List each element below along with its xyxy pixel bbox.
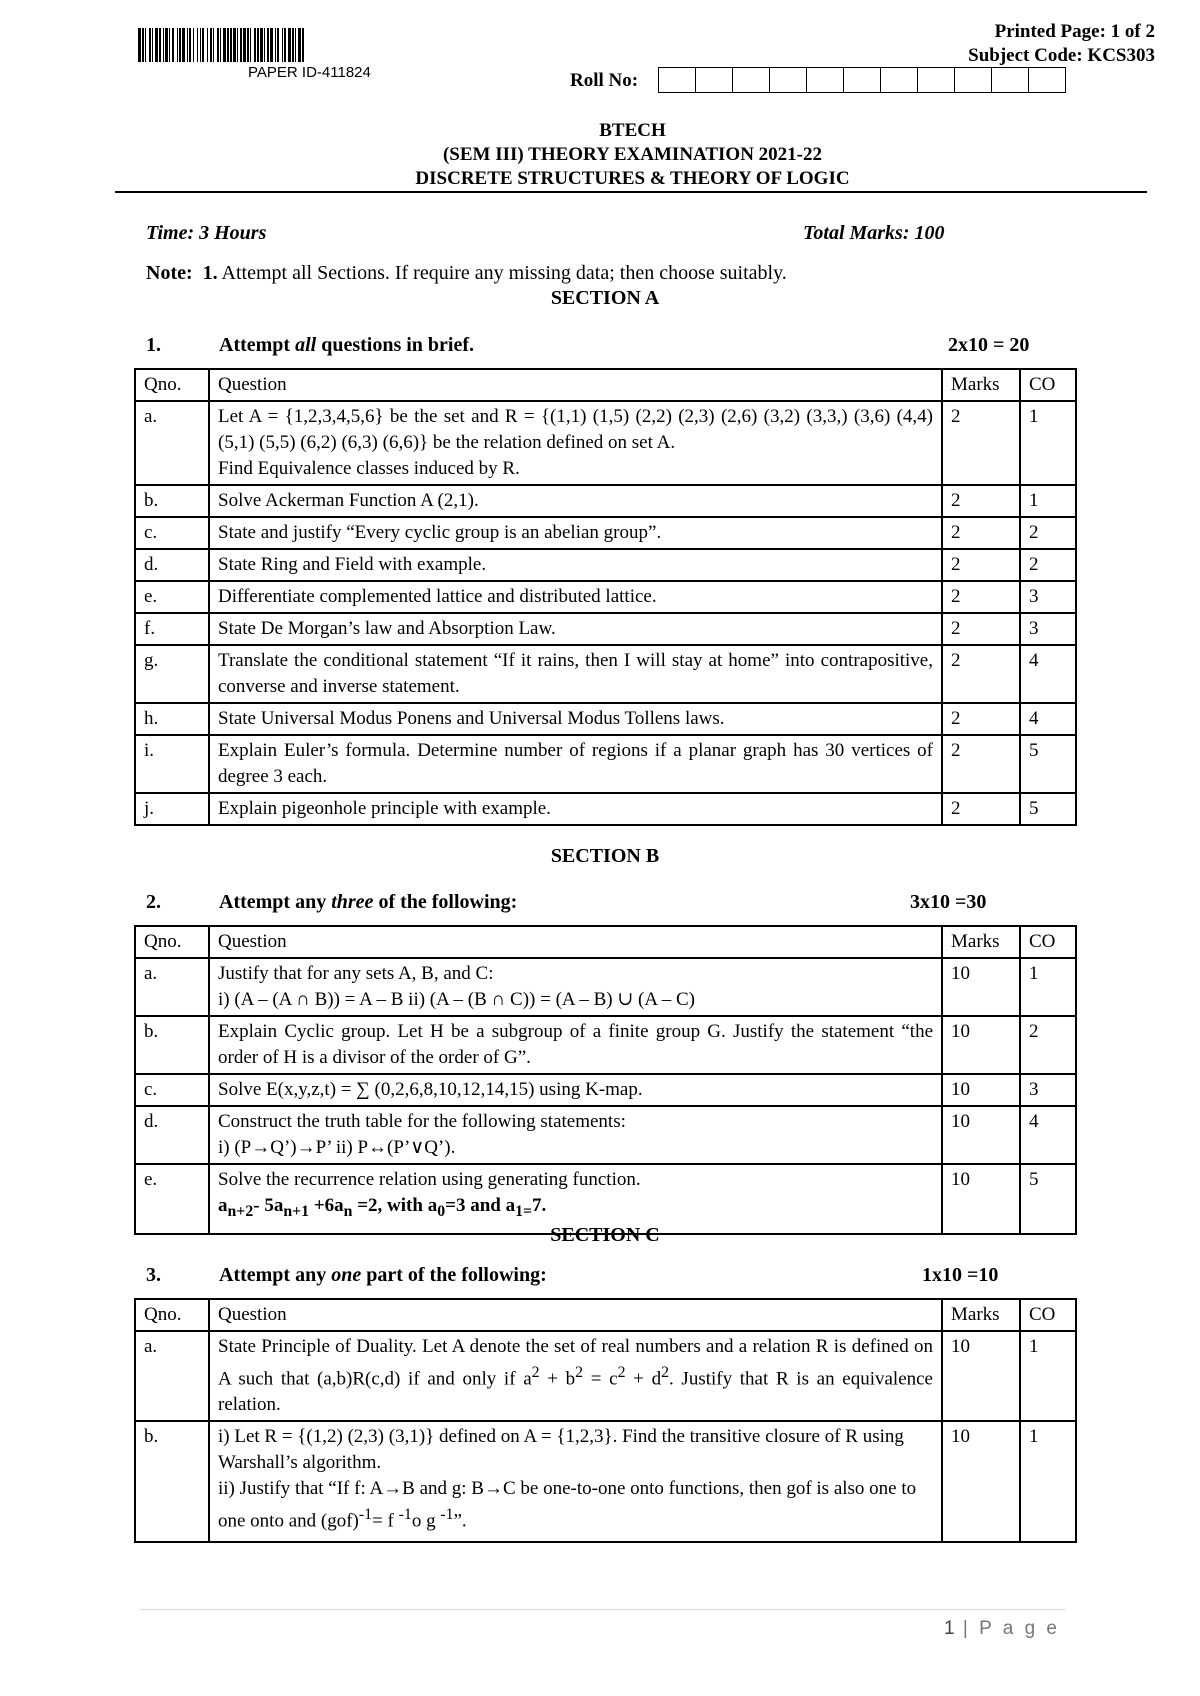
co-cell: 1 <box>1020 401 1076 485</box>
co-cell: 3 <box>1020 581 1076 613</box>
marks-cell: 2 <box>942 581 1020 613</box>
question-cell: Solve E(x,y,z,t) = ∑ (0,2,6,8,10,12,14,15) using K-map. <box>209 1074 942 1106</box>
table-row <box>135 1016 1076 1074</box>
roll-no-box <box>955 68 992 92</box>
qno-cell: a. <box>135 401 209 485</box>
roll-no-box <box>992 68 1029 92</box>
co-cell: 2 <box>1020 517 1076 549</box>
marks-cell: 10 <box>942 958 1020 1016</box>
co-cell: 4 <box>1020 703 1076 735</box>
roll-no-box <box>1029 68 1065 92</box>
marks-cell: 2 <box>942 517 1020 549</box>
roll-no-box <box>844 68 881 92</box>
note <box>146 262 787 285</box>
co-cell: 2 <box>1020 1016 1076 1074</box>
question-cell: State Ring and Field with example. <box>209 549 942 581</box>
roll-no-box <box>659 68 696 92</box>
table-row <box>135 485 1076 517</box>
header-marks: Marks <box>942 369 1020 401</box>
header-qno: Qno. <box>135 926 209 958</box>
footer-separator: | <box>962 1618 971 1639</box>
exam-title: (SEM III) THEORY EXAMINATION 2021-22 <box>442 144 822 165</box>
co-cell: 5 <box>1020 735 1076 793</box>
qno-cell: g. <box>135 645 209 703</box>
co-cell: 4 <box>1020 1106 1076 1164</box>
header-co: CO <box>1020 926 1076 958</box>
table-row <box>135 958 1076 1016</box>
header-question: Question <box>209 369 942 401</box>
header-marks: Marks <box>942 1299 1020 1331</box>
section-b-num: 2. <box>146 891 161 913</box>
header-question: Question <box>209 1299 942 1331</box>
question-cell: State and justify “Every cyclic group is an abelian group”. <box>209 517 942 549</box>
co-cell: 5 <box>1020 1164 1076 1234</box>
question-cell: Explain pigeonhole principle with example. <box>209 793 942 825</box>
marks-cell: 2 <box>942 613 1020 645</box>
section-c-title: SECTION C <box>550 1224 660 1246</box>
subject-code: Subject Code: KCS303 <box>968 45 1155 66</box>
roll-no-box <box>733 68 770 92</box>
header-divider <box>115 191 1147 193</box>
page-info <box>968 20 1155 68</box>
note-label: Note: <box>146 262 193 284</box>
table-row <box>135 703 1076 735</box>
question-cell: Solve Ackerman Function A (2,1). <box>209 485 942 517</box>
program: BTECH <box>599 120 666 141</box>
section-b-table <box>134 925 1077 1235</box>
header-co: CO <box>1020 1299 1076 1331</box>
co-cell: 3 <box>1020 1074 1076 1106</box>
section-c-marks: 1x10 =10 <box>922 1264 999 1286</box>
roll-no-boxes <box>658 67 1066 93</box>
qno-cell: b. <box>135 485 209 517</box>
question-cell: Explain Cyclic group. Let H be a subgroup of a finite group G. Justify the statement “the order of H is a divisor of the order of G”. <box>209 1016 942 1074</box>
marks-cell: 2 <box>942 703 1020 735</box>
marks-cell: 10 <box>942 1164 1020 1234</box>
page-number: 1 <box>944 1618 955 1639</box>
qno-cell: d. <box>135 549 209 581</box>
co-cell: 2 <box>1020 549 1076 581</box>
section-a-marks: 2x10 = 20 <box>948 334 1030 356</box>
header-qno: Qno. <box>135 369 209 401</box>
question-cell: Justify that for any sets A, B, and C: i) (A – (A ∩ B)) = A – B ii) (A – (B ∩ C)) = (A – B) ∪ (A – C) <box>209 958 942 1016</box>
qno-cell: d. <box>135 1106 209 1164</box>
question-cell: Solve the recurrence relation using generating function. $a_{n+2}-$ $5a_{n+1} +6a_n =2$, with $a_0=3$ and $a_{1=}7$. <box>209 1164 942 1234</box>
header-co: CO <box>1020 369 1076 401</box>
marks-cell: 2 <box>942 645 1020 703</box>
section-a-instruction: Attempt all questions in brief. <box>219 334 475 356</box>
marks-cell: 2 <box>942 735 1020 793</box>
table-row <box>135 793 1076 825</box>
marks-cell: 10 <box>942 1331 1020 1421</box>
question-cell: Differentiate complemented lattice and distributed lattice. <box>209 581 942 613</box>
recurrence-relation: $a_{n+2}-$ $5a_{n+1} +6a_n =2$, with $a_0=3$ and $a_{1=}7$. <box>218 1195 547 1220</box>
co-cell: 4 <box>1020 645 1076 703</box>
marks-cell: 10 <box>942 1106 1020 1164</box>
barcode <box>138 28 500 62</box>
qno-cell: a. <box>135 958 209 1016</box>
time: Time: 3 Hours <box>146 222 267 244</box>
qno-cell: c. <box>135 1074 209 1106</box>
table-row <box>135 401 1076 485</box>
qno-cell: h. <box>135 703 209 735</box>
paper-id: PAPER ID-411824 <box>248 64 371 81</box>
marks-cell: 10 <box>942 1074 1020 1106</box>
section-b-title: SECTION B <box>550 845 660 867</box>
question-cell: State De Morgan’s law and Absorption Law. <box>209 613 942 645</box>
table-row <box>135 735 1076 793</box>
section-b-instruction: Attempt any three of the following: <box>219 891 518 913</box>
table-row <box>135 1106 1076 1164</box>
qno-cell: b. <box>135 1016 209 1074</box>
question-cell: Let A = {1,2,3,4,5,6} be the set and R = {(1,1) (1,5) (2,2) (2,3) (2,6) (3,2) (3,3,) (3,6) (4,4) (5,1) (5,5) (6,2) (6,3) (6,6)} be the relation defined on set A. Find Equivalence classes induced by R. <box>209 401 942 485</box>
table-row <box>135 549 1076 581</box>
total-marks: Total Marks: 100 <box>803 222 945 244</box>
question-cell: Translate the conditional statement “If it rains, then I will stay at home” into contrapositive, converse and inverse statement. <box>209 645 942 703</box>
qno-cell: j. <box>135 793 209 825</box>
section-c-table <box>134 1298 1077 1543</box>
printed-page: Printed Page: 1 of 2 <box>994 21 1155 42</box>
co-cell: 3 <box>1020 613 1076 645</box>
section-c-num: 3. <box>146 1264 161 1286</box>
table-header-row <box>135 926 1076 958</box>
question-cell: State Principle of Duality. Let A denote the set of real numbers and a relation R is defined on A such that (a,b)R(c,d) if and only if $a^2 + b^2 = c^2 + d^2$. Justify that R is an equivalence relation. <box>209 1331 942 1421</box>
qno-cell: i. <box>135 735 209 793</box>
page-label: P a g e <box>979 1618 1060 1639</box>
section-c-instruction: Attempt any one part of the following: <box>219 1264 547 1286</box>
qno-cell: e. <box>135 581 209 613</box>
section-a-num: 1. <box>146 334 161 356</box>
table-row <box>135 1421 1076 1541</box>
co-cell: 1 <box>1020 958 1076 1016</box>
marks-cell: 2 <box>942 793 1020 825</box>
section-a-title: SECTION A <box>550 287 660 309</box>
table-row <box>135 581 1076 613</box>
question-cell: Explain Euler’s formula. Determine number of regions if a planar graph has 30 vertices of degree 3 each. <box>209 735 942 793</box>
footer <box>944 1618 1060 1640</box>
marks-cell: 10 <box>942 1016 1020 1074</box>
footer-divider <box>140 1609 1065 1610</box>
qno-cell: a. <box>135 1331 209 1421</box>
note-num: 1. <box>202 262 218 284</box>
qno-cell: c. <box>135 517 209 549</box>
co-cell: 1 <box>1020 1331 1076 1421</box>
roll-no-box <box>770 68 807 92</box>
marks-cell: 2 <box>942 485 1020 517</box>
roll-no-box <box>807 68 844 92</box>
roll-no-box <box>881 68 918 92</box>
table-header-row <box>135 369 1076 401</box>
co-cell: 1 <box>1020 485 1076 517</box>
table-row <box>135 613 1076 645</box>
table-row <box>135 645 1076 703</box>
header-question: Question <box>209 926 942 958</box>
table-row <box>135 517 1076 549</box>
table-row <box>135 1074 1076 1106</box>
roll-no-box <box>696 68 733 92</box>
table-row <box>135 1331 1076 1421</box>
qno-cell: f. <box>135 613 209 645</box>
marks-cell: 2 <box>942 401 1020 485</box>
subject-title: DISCRETE STRUCTURES & THEORY OF LOGIC <box>415 168 850 189</box>
marks-cell: 10 <box>942 1421 1020 1541</box>
section-b-marks: 3x10 =30 <box>910 891 987 913</box>
note-text: Attempt all Sections. If require any missing data; then choose suitably. <box>221 262 787 284</box>
roll-no-label: Roll No: <box>570 70 639 91</box>
table-header-row <box>135 1299 1076 1331</box>
question-cell: Construct the truth table for the following statements: i) (P→Q’)→P’ ii) P↔(P’∨Q’). <box>209 1106 942 1164</box>
header-marks: Marks <box>942 926 1020 958</box>
marks-cell: 2 <box>942 549 1020 581</box>
section-a-table <box>134 368 1077 826</box>
qno-cell: b. <box>135 1421 209 1541</box>
co-cell: 1 <box>1020 1421 1076 1541</box>
roll-no-box <box>918 68 955 92</box>
header-qno: Qno. <box>135 1299 209 1331</box>
question-cell: i) Let R = {(1,2) (2,3) (3,1)} defined on A = {1,2,3}. Find the transitive closure of R using Warshall’s algorithm. ii) Justify that “If f: A→B and g: B→C be one-to-one onto functions, then gof is also one to one onto and (gof)$^{-1}$= f $^{-1}$o g $^{-1}$”. <box>209 1421 942 1541</box>
qno-cell: e. <box>135 1164 209 1234</box>
question-cell: State Universal Modus Ponens and Universal Modus Tollens laws. <box>209 703 942 735</box>
co-cell: 5 <box>1020 793 1076 825</box>
